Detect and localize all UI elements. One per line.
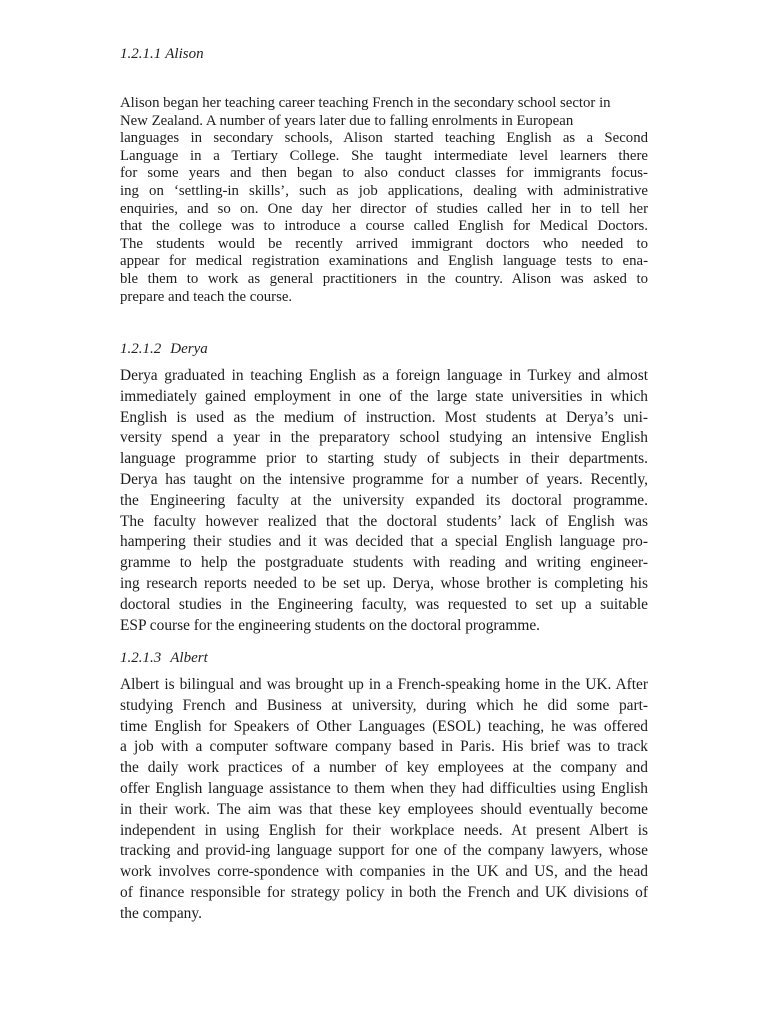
paragraph-line: of finance responsible for strategy policy in both the French and UK divisions of: [120, 883, 648, 901]
paragraph-line: appear for medical registration examinations and English language tests to ena-: [120, 253, 648, 270]
paragraph-line: a job with a computer software company based in Paris. His brief was to track: [120, 738, 648, 756]
paragraph-line: Albert is bilingual and was brought up in a French-speaking home in the UK. After: [120, 676, 648, 693]
paragraph-line: New Zealand. A number of years later due to falling enrolments in European: [120, 112, 574, 129]
paragraph-line: for some years and then began to also conduct classes for immigrants focus-: [120, 165, 648, 182]
paragraph-line: immediately gained employment in one of the large state universities in which: [120, 387, 648, 405]
paragraph-line: doctoral studies in the Engineering faculty, was requested to set up a suitable: [120, 595, 648, 613]
paragraph-line: ESP course for the engineering students on the doctoral programme.: [120, 616, 540, 634]
paragraph-line: in their work. The aim was that these key employees should eventually become: [120, 800, 648, 818]
paragraph-line: ing research reports needed to be set up. Derya, whose brother is completing his: [120, 574, 648, 592]
paragraph-line: English is used as the medium of instruction. Most students at Derya’s uni-: [120, 408, 648, 426]
paragraph-line: The faculty however realized that the doctoral students’ lack of English was: [120, 512, 648, 530]
paragraph-line: Alison began her teaching career teaching French in the secondary school sector in: [120, 95, 611, 111]
paragraph-line: prepare and teach the course.: [120, 288, 293, 305]
paragraph-line: languages in secondary schools, Alison started teaching English as a Second: [120, 130, 648, 147]
paragraph-line: studying French and Business at university, during which he did some part-: [120, 696, 648, 714]
paragraph-line: enquiries, and so on. One day her director of studies called her in to tell her: [120, 200, 648, 217]
section-heading-albert: [120, 649, 208, 667]
paragraph-line: Derya graduated in teaching English as a foreign language in Turkey and almost: [120, 367, 648, 384]
section-number: 1.2.1.1: [120, 46, 162, 62]
section-paragraph-albert: [120, 675, 648, 925]
paragraph-line: ing on ‘settling-in skills’, such as job applications, dealing with administrative: [120, 182, 648, 199]
paragraph-line: hampering their studies and it was decided that a special English language pro-: [120, 533, 648, 551]
paragraph-line: tracking and provid-ing language support for one of the company lawyers, whose: [120, 842, 648, 860]
paragraph-line: work involves corre-spondence with companies in the UK and US, and the head: [120, 863, 648, 881]
paragraph-line: Language in a Tertiary College. She taught intermediate level learners there: [120, 147, 648, 164]
paragraph-line: independent in using English for their workplace needs. At present Albert is: [120, 821, 648, 839]
paragraph-line: the Engineering faculty at the university expanded its doctoral programme.: [120, 491, 648, 509]
paragraph-line: versity spend a year in the preparatory school studying an intensive English: [120, 429, 648, 447]
section-number: 1.2.1.3: [120, 650, 162, 666]
paragraph-line: ble them to work as general practitioners in the country. Alison was asked to: [120, 270, 648, 287]
paragraph-line: time English for Speakers of Other Languages (ESOL) teaching, he was offered: [120, 717, 648, 735]
paragraph-line: the daily work practices of a number of key employees at the company and: [120, 759, 648, 777]
section-paragraph-alison: [120, 95, 648, 306]
paragraph-line: language programme prior to starting study of subjects in their departments.: [120, 450, 648, 468]
paragraph-line: that the college was to introduce a course called English for Medical Doctors.: [120, 218, 648, 235]
section-title: Albert: [170, 650, 208, 666]
paragraph-line: The students would be recently arrived immigrant doctors who needed to: [120, 235, 648, 252]
paragraph-line: the company.: [120, 904, 202, 922]
section-heading-alison: [120, 45, 204, 63]
section-title: Alison: [165, 46, 204, 62]
section-title: Derya: [170, 341, 208, 357]
paragraph-line: gramme to help the postgraduate students with reading and writing engineer-: [120, 554, 648, 572]
section-heading-derya: [120, 340, 208, 358]
section-number: 1.2.1.2: [120, 341, 162, 357]
paragraph-line: offer English language assistance to them when they had difficulties using English: [120, 779, 648, 797]
section-paragraph-derya: [120, 366, 648, 636]
paragraph-line: Derya has taught on the intensive programme for a number of years. Recently,: [120, 470, 648, 488]
